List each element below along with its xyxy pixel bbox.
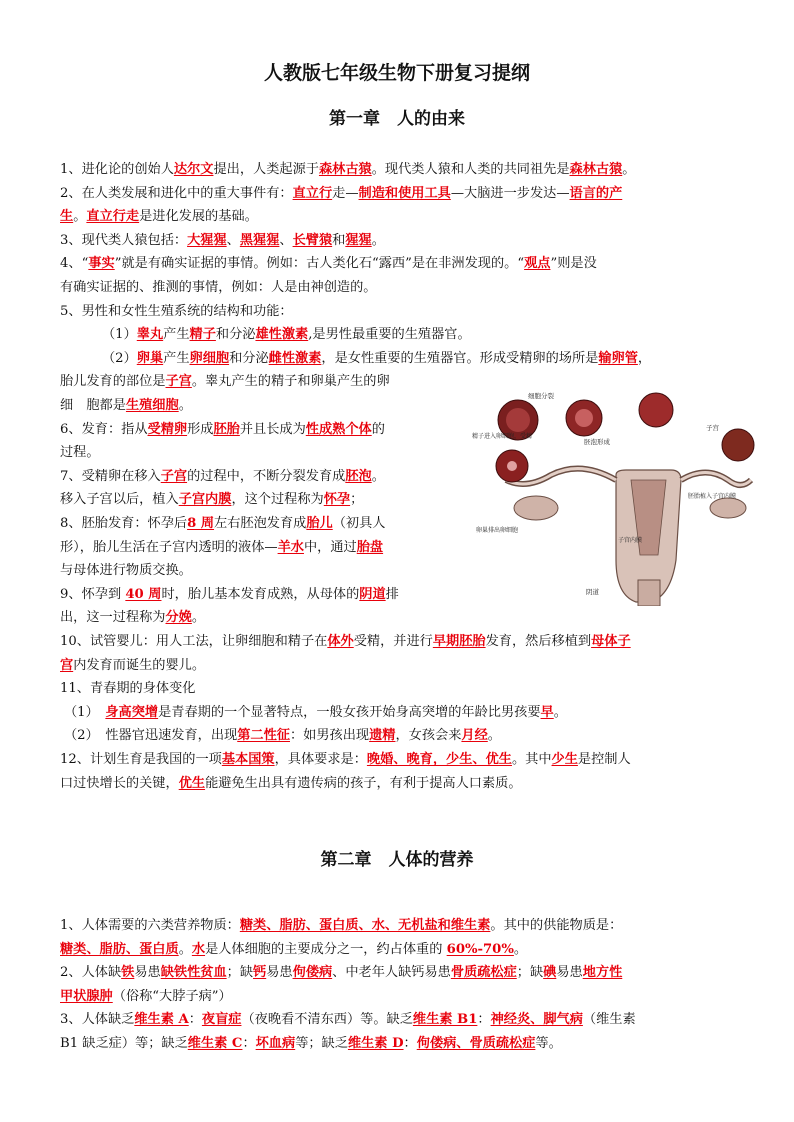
key-term: 羊水	[277, 539, 304, 555]
text-segment: 。睾丸产生的精子和卵巢产生的卵	[191, 374, 390, 390]
text-segment: ”就是有确实证据的事情。例如：古人类化石“露西”是在非洲发现的。“	[114, 256, 525, 272]
text-segment: 易患	[134, 965, 161, 981]
key-term: 子宫	[165, 374, 192, 390]
text-segment: 移入子宫以后，植入	[60, 492, 179, 508]
text-segment: 等。	[535, 1036, 562, 1051]
key-term: 森林古猿	[569, 162, 623, 177]
text-segment: 的过程中，不断分裂发育成	[187, 468, 346, 484]
key-term: 神经炎、脚气病	[490, 1012, 583, 1028]
text-segment: ，是女性重要的生殖器官。形成受精卵的场所是	[321, 350, 599, 366]
text-line	[60, 679, 195, 699]
label-cleavage: 细胞分裂	[528, 392, 554, 400]
text-line	[60, 278, 377, 298]
key-term: 语言的产	[569, 185, 623, 201]
text-segment: —大脑进一步发达—	[450, 185, 570, 201]
text-segment: 左右胚泡发育成	[214, 516, 307, 531]
key-term: 制造和使用工具	[358, 185, 451, 201]
text-segment: 和	[332, 232, 346, 248]
text-line	[60, 538, 383, 558]
text-line	[60, 1010, 636, 1030]
text-segment: 和分泌	[215, 327, 256, 343]
text-line	[60, 184, 622, 204]
text-segment: 5、男性和女性生殖系统的结构和功能：	[60, 303, 293, 319]
text-segment: 。其中的供能物质是：	[490, 918, 623, 933]
text-segment: ：	[477, 1012, 491, 1028]
text-segment: ，具体要求是：	[274, 752, 367, 767]
text-segment: ：	[188, 1012, 202, 1028]
text-segment: 排	[385, 586, 399, 602]
label-blastocyst: 胚泡形成	[584, 438, 610, 446]
text-line	[60, 656, 205, 676]
text-segment: ,是男性最重要的生殖器官。	[308, 327, 471, 343]
text-segment: （2）	[102, 350, 137, 366]
text-line	[60, 207, 258, 227]
key-term: 达尔文	[173, 162, 214, 177]
key-term: 宫	[60, 657, 74, 673]
text-segment: ；缺	[516, 965, 544, 981]
text-segment: （俗称“大脖子病”）	[112, 988, 232, 1004]
text-segment: 时，胎儿基本发育成熟，从母体的	[161, 586, 360, 602]
text-line	[60, 443, 100, 463]
text-segment: 有确实证据的、推测的事情，例如：人是由神创造的。	[60, 280, 377, 295]
key-term: 糖类、脂肪、蛋白质	[60, 941, 179, 957]
text-line	[60, 585, 399, 605]
key-term: 钙	[253, 965, 267, 981]
text-segment: 。	[191, 610, 206, 626]
vagina-shape	[638, 580, 660, 606]
text-line	[60, 561, 192, 581]
text-segment: 。	[371, 468, 385, 484]
text-line	[60, 916, 622, 936]
key-term: 少生	[551, 752, 578, 767]
text-segment: 并且长成为	[239, 421, 306, 437]
label-implant: 胚胎植入子宫内膜	[688, 493, 737, 500]
text-segment: 11、青春期的身体变化	[60, 681, 196, 697]
key-term: 糖类、脂肪、蛋白质、水、无机盐和维生素	[239, 918, 491, 933]
key-term: 雌性激素	[268, 350, 322, 366]
text-segment: 过程。	[60, 445, 100, 461]
text-segment: 12、计划生育是我国的一项	[60, 752, 222, 767]
text-line	[60, 1034, 562, 1054]
stage-implantation	[722, 429, 754, 461]
key-term: 母体子	[591, 634, 631, 649]
text-segment: 发育，然后移植到	[485, 634, 592, 649]
text-segment: ”则是没	[550, 256, 597, 272]
text-segment: 。	[178, 941, 192, 957]
text-segment: 与母体进行物质交换。	[60, 563, 192, 579]
text-segment: 受精，并进行	[353, 634, 433, 649]
text-line	[64, 703, 567, 723]
label-uterus: 子宫	[706, 424, 719, 432]
text-segment: 。	[371, 232, 385, 248]
key-term: 生	[60, 209, 74, 225]
key-term: 铁	[121, 965, 135, 981]
key-term: 事实	[88, 256, 115, 272]
text-segment: ，	[637, 350, 652, 366]
text-segment: 出，这一过程称为	[60, 610, 166, 626]
text-line	[60, 774, 522, 794]
key-term: 睾丸	[136, 327, 164, 343]
text-segment: 8、胚胎发育：怀孕后	[60, 516, 188, 531]
key-term: 夜盲症	[201, 1012, 242, 1028]
text-line	[60, 632, 631, 652]
key-term: 早期胚胎	[432, 634, 486, 649]
text-segment: 、中老年人缺钙易患	[332, 965, 451, 981]
text-segment: （1）	[102, 327, 137, 343]
key-term: 60%-70%	[446, 941, 514, 957]
text-segment: 3、现代类人猿包括：	[60, 232, 188, 248]
text-segment: 和分泌	[229, 350, 269, 366]
text-segment: 产生	[163, 350, 190, 366]
text-segment: 产生	[163, 327, 190, 343]
text-segment: 是青春期的一个显著特点，一般女孩开始身高突增的年龄比男孩要	[158, 704, 541, 720]
key-term: 精子	[189, 327, 216, 343]
text-line	[64, 726, 501, 746]
key-term: 月经	[461, 728, 488, 744]
key-term: 第二性征	[237, 728, 290, 744]
key-term: 阴道	[359, 586, 386, 602]
label-vagina: 阴道	[586, 588, 599, 596]
text-segment: ：	[242, 1036, 256, 1051]
key-term: 分娩	[165, 610, 192, 626]
text-segment: 形成	[187, 421, 214, 437]
text-segment: 口过快增长的关键，	[60, 775, 179, 791]
text-segment: ；	[350, 492, 364, 508]
text-segment: 。现代类人猿和人类的共同祖先是	[371, 162, 570, 177]
key-term: 坏血病	[255, 1036, 296, 1051]
text-segment: 9、怀孕到	[60, 586, 126, 602]
text-segment: 2、人体缺	[60, 965, 122, 981]
key-term: 优生	[178, 775, 206, 791]
text-line	[60, 514, 385, 534]
key-term: 胎儿	[306, 516, 333, 531]
text-segment: 是控制人	[577, 752, 631, 767]
text-line	[60, 608, 205, 628]
key-term: 雄性激素	[255, 327, 309, 343]
key-term: 胎盘	[356, 539, 384, 555]
text-segment: B1 缺乏症）等；缺乏	[60, 1036, 188, 1051]
text-segment: 。	[553, 704, 567, 720]
text-line	[60, 467, 385, 487]
key-term: 基本国策	[221, 752, 275, 767]
text-line	[60, 490, 363, 510]
key-term: 缺铁性贫血	[160, 965, 227, 981]
text-segment: 易患	[266, 965, 293, 981]
key-term: 子宫	[160, 468, 188, 484]
key-term: 佝偻病、骨质疏松症	[416, 1036, 536, 1051]
text-segment: 。	[622, 162, 636, 177]
text-line	[60, 254, 597, 274]
key-term: 观点	[524, 256, 551, 272]
key-term: 体外	[327, 634, 354, 649]
key-term: 黑猩猩	[239, 232, 280, 248]
text-segment: 。	[73, 209, 87, 225]
text-segment: 2、在人类发展和进化中的重大事件有：	[60, 185, 293, 201]
text-segment: 等；缺乏	[295, 1036, 348, 1051]
key-term: 维生素 C	[187, 1036, 243, 1051]
text-line	[60, 160, 635, 180]
text-segment: 胎儿发育的部位是	[60, 374, 166, 390]
text-line	[60, 940, 527, 960]
key-term: 遗精	[369, 728, 396, 744]
key-term: 身高突增	[105, 704, 159, 720]
key-term: 维生素 A	[134, 1012, 189, 1028]
text-segment: ：	[403, 1036, 417, 1051]
key-term: 直立行	[292, 185, 333, 201]
key-term: 水	[191, 941, 206, 957]
key-term: 胚泡	[345, 468, 372, 484]
text-segment: 是进化发展的基础。	[139, 209, 258, 225]
label-sperm: 精子进入卵细胞，受精	[472, 433, 533, 440]
key-term: 骨质疏松症	[450, 965, 517, 981]
text-segment: 中，通过	[303, 539, 357, 555]
text-segment: 。	[178, 398, 192, 413]
label-ovary: 卵巢排出卵细胞	[476, 527, 519, 534]
text-segment: 走—	[332, 185, 359, 201]
text-segment: 6、发育：指从	[60, 421, 148, 437]
text-segment: 1、人体需要的六类营养物质：	[60, 918, 240, 933]
text-segment: （2） 性器官迅速发育，出现	[64, 728, 238, 744]
key-term: 怀孕	[323, 492, 351, 508]
text-line	[60, 372, 390, 392]
text-segment: 、	[279, 232, 293, 248]
text-segment: ，这个过程称为	[231, 492, 324, 508]
text-segment: 7、受精卵在移入	[60, 468, 161, 484]
key-term: 8 周	[187, 516, 215, 531]
key-term: 胚胎	[213, 421, 240, 437]
text-segment: （维生素	[582, 1012, 636, 1028]
label-uterine-cavity: 子宫内膜	[618, 537, 643, 544]
key-term: 晚婚、晚育，少生、优生	[366, 752, 512, 767]
key-term: 碘	[543, 965, 557, 981]
text-line	[60, 750, 631, 770]
text-segment: ，女孩会来	[395, 728, 462, 744]
key-term: 卵细胞	[189, 350, 230, 366]
text-segment: 提出，人类起源于	[213, 162, 319, 177]
key-term: 性成熟个体	[305, 421, 372, 437]
key-term: 输卵管	[598, 350, 638, 366]
text-segment: 的	[371, 421, 385, 437]
text-segment: 是人体细胞的主要成分之一，约占体重的	[205, 941, 447, 957]
key-term: 早	[540, 704, 554, 720]
text-line	[60, 987, 232, 1007]
text-segment: （夜晚看不清东西）等。缺乏	[241, 1012, 413, 1028]
key-term: 猩猩	[345, 232, 372, 248]
text-line	[60, 302, 293, 322]
text-segment: 能避免生出具有遗传病的孩子，有利于提高人口素质。	[205, 775, 522, 791]
chapter1-heading: 第一章 人的由来	[329, 109, 465, 129]
reproductive-system-figure	[466, 380, 770, 606]
key-term: 长臂猿	[292, 232, 333, 248]
text-segment: 细 胞都是	[60, 398, 126, 413]
text-line	[60, 420, 385, 440]
key-term: 40 周	[125, 586, 162, 602]
text-segment: 1、进化论的创始人	[60, 162, 174, 177]
chapter2-heading: 第二章 人体的营养	[320, 850, 474, 870]
stage-blastocyst-2	[639, 393, 673, 427]
left-ovary	[514, 496, 558, 520]
text-segment: 。其中	[511, 752, 552, 767]
text-line	[60, 396, 192, 416]
key-term: 卵巢	[136, 350, 164, 366]
text-segment: 形），胎儿生活在子宫内透明的液体—	[60, 539, 278, 555]
text-segment: 10、试管婴儿：用人工法，让卵细胞和精子在	[60, 634, 328, 649]
text-line	[102, 325, 471, 345]
text-segment: 4、“	[60, 256, 89, 272]
text-line	[60, 963, 622, 983]
text-segment: ；缺	[226, 965, 254, 981]
right-ovary	[710, 498, 746, 518]
page-title: 人教版七年级生物下册复习提纲	[263, 62, 530, 84]
key-term: 佝偻病	[292, 965, 333, 981]
key-term: 甲状腺肿	[60, 988, 113, 1004]
text-segment: 。	[487, 728, 501, 744]
text-segment: 易患	[556, 965, 583, 981]
text-line	[60, 231, 385, 251]
key-term: 直立行走	[86, 209, 140, 225]
key-term: 维生素 D	[347, 1036, 404, 1051]
text-segment: （1）	[64, 704, 106, 720]
key-term: 子宫内膜	[178, 492, 232, 508]
text-segment: （初具人	[332, 516, 386, 531]
text-segment: 3、人体缺乏	[60, 1012, 135, 1028]
key-term: 地方性	[582, 965, 623, 981]
text-line	[102, 349, 651, 369]
text-segment: ：如男孩出现	[289, 728, 370, 744]
key-term: 受精卵	[147, 421, 188, 437]
text-segment: 内发育而诞生的婴儿。	[73, 657, 206, 673]
key-term: 森林古猿	[318, 162, 372, 177]
key-term: 维生素 B1	[412, 1012, 478, 1028]
text-segment: 、	[226, 232, 240, 248]
key-term: 生殖细胞	[125, 398, 179, 413]
key-term: 大猩猩	[187, 232, 227, 248]
text-segment: 。	[513, 941, 528, 957]
